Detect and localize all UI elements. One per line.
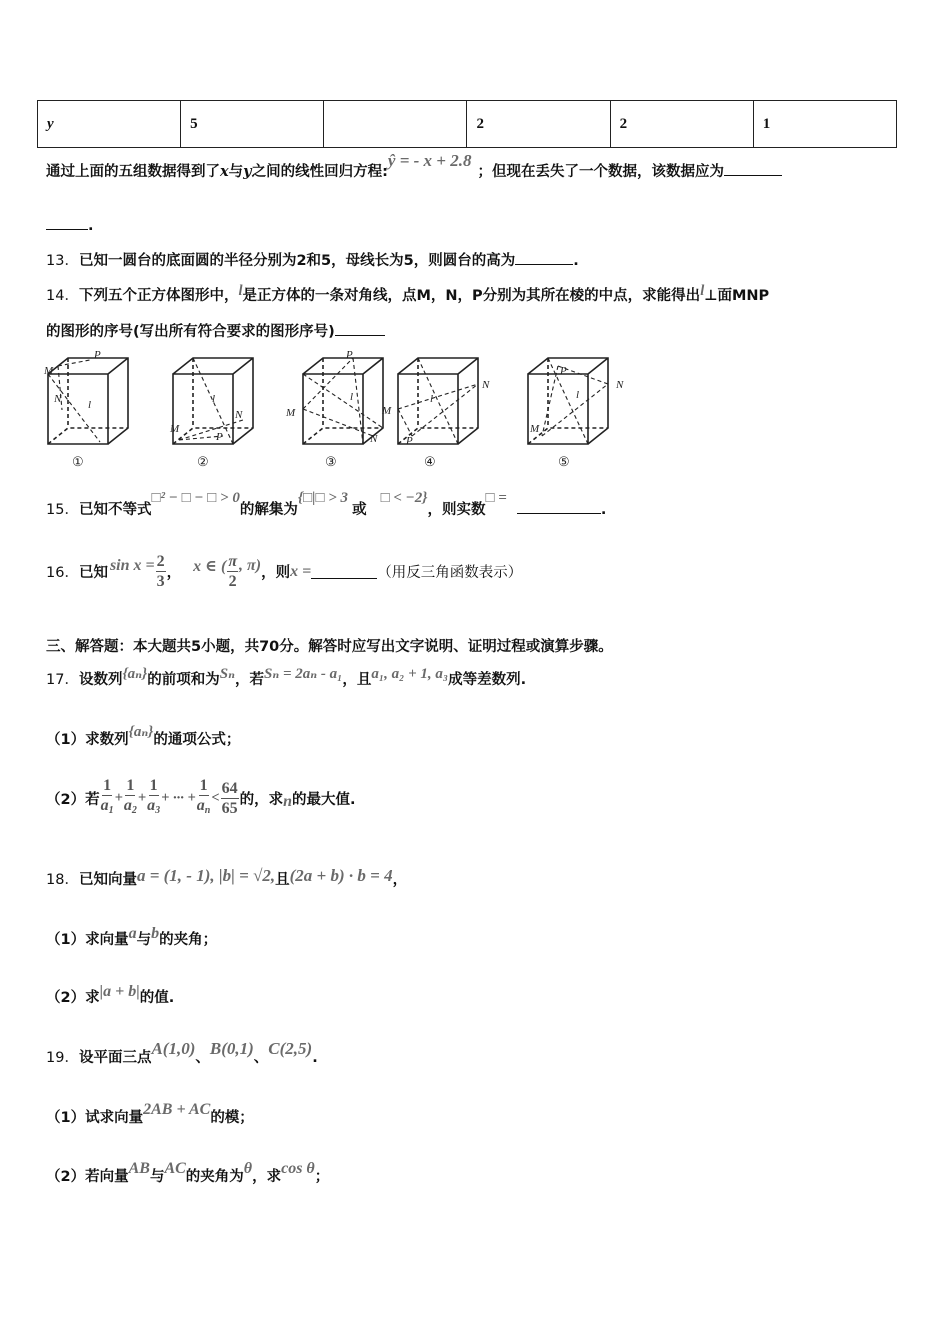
point-label-P: P [346, 349, 353, 361]
q18-part2 [46, 983, 175, 1007]
q18-comma: ， [392, 872, 408, 888]
question-number: 16． [46, 565, 79, 581]
q18-text1: 已知向量 [78, 872, 137, 888]
table-cell [324, 101, 467, 148]
answer-blank [335, 321, 385, 336]
q17-p2-end: 的最大值. [292, 791, 356, 808]
q19-sep: 、 [195, 1050, 210, 1066]
q18 [46, 868, 407, 889]
q12-text: 通过上面的五组数据得到了 [46, 164, 220, 180]
q16-pi-num: π [228, 553, 238, 570]
q18-given: a = (1, - 1), |b| = √2, [136, 866, 276, 885]
q14-text3: ⊥面MNP [704, 288, 770, 304]
q16-text3: （用反三角函数表示） [377, 565, 523, 581]
q16-domain-post: , π) [239, 556, 262, 574]
q19-cos: cos θ [281, 1160, 315, 1177]
point-label-N: N [482, 379, 490, 391]
point-label-M: M [170, 423, 180, 435]
q19-p2-mid2: ，求 [252, 1169, 282, 1185]
q19-C: C(2,5) [268, 1039, 313, 1058]
point-label-N: N [235, 409, 243, 421]
question-number: 15． [46, 502, 79, 518]
q17-term-n: $\frac{1}{a_n}$ [196, 777, 211, 816]
q15-text2: 的解集为 [239, 502, 298, 518]
section-title-text: 三、解答题：本大题共5小题，共70分。解答时应写出文字说明、证明过程或演算步骤。 [46, 639, 613, 655]
q19-theta: θ [243, 1160, 253, 1177]
point-label-M: M [530, 423, 540, 435]
part-label: （2） [46, 990, 86, 1006]
q17-p1-end: 的通项公式； [153, 732, 241, 748]
line-label-l: l [350, 391, 354, 403]
q19-vec: 2AB + AC [143, 1101, 211, 1118]
q18-p1-text: 求向量 [85, 932, 129, 948]
q17-text1: 设数列 [78, 672, 123, 688]
line-label-l: l [212, 393, 216, 405]
q17-term-2: $\frac{1}{a_2}$ [123, 777, 137, 816]
question-number: 18． [46, 872, 79, 888]
q16 [46, 552, 522, 591]
point-label-N: N [54, 393, 62, 405]
q16-domain-pre: x ∈ ( [193, 557, 227, 575]
line-label-l: l [430, 393, 434, 405]
q19-p1-text: 试求向量 [85, 1110, 144, 1126]
q17-p2-text: 若 [85, 791, 100, 808]
answer-blank [724, 161, 782, 176]
figure-label-1: ① [72, 454, 84, 469]
q19-p1-end: 的模； [210, 1110, 254, 1126]
line-label-l: l [88, 399, 92, 411]
q14 [46, 284, 769, 305]
q19-AC: AC [164, 1160, 186, 1177]
point-label-M: M [382, 405, 392, 417]
q17-seq: a₁, a₂ + 1, a₃ [371, 666, 449, 682]
q14-l: l [238, 283, 243, 299]
q16-sin: sin x = [109, 556, 155, 574]
cube-figure-3 [303, 358, 383, 444]
figure-label-4: ④ [424, 454, 436, 469]
q19-B: B(0,1) [209, 1039, 254, 1058]
q12-line2 [46, 215, 94, 234]
q16-text1: 已知 [78, 565, 108, 581]
line-label-l: l [576, 389, 580, 401]
q15-set: {□|□ > 3 [297, 490, 349, 506]
q19-AB: AB [128, 1160, 150, 1177]
table-cell: y [38, 101, 181, 148]
question-number: 13． [46, 253, 79, 269]
q16-fraction [156, 552, 166, 591]
point-label-M: M [44, 365, 54, 377]
q17-rhs-num: 64 [221, 779, 238, 797]
answer-blank [517, 499, 601, 514]
q19-p2-text: 若向量 [85, 1169, 129, 1185]
regression-equation: ŷ = - x + 2.8 [387, 151, 472, 170]
q19-p2-mid: 的夹角为 [185, 1169, 244, 1185]
answer-blank [46, 215, 88, 230]
point-label-P: P [216, 431, 223, 443]
q13-end: . [573, 253, 579, 269]
answer-blank [515, 250, 573, 265]
q17-text5: 成等差数列. [448, 672, 527, 688]
point-label-P: P [94, 349, 101, 361]
q15 [46, 490, 607, 519]
q17-rhs-den: 65 [221, 799, 238, 817]
q18-with: 与 [136, 932, 152, 948]
q15-end: . [600, 502, 607, 518]
question-number: 17． [46, 672, 79, 688]
q12-mid: 与 [228, 164, 244, 180]
part-label: （1） [46, 732, 86, 748]
q17-p1-text: 求数列 [85, 732, 129, 748]
q14-text2: 是正方体的一条对角线，点M，N，P分别为其所在棱的中点，求能得出 [242, 288, 701, 304]
q18-cond: (2a + b) · b = 4 [289, 866, 393, 885]
q12-text-after: 之间的线性回归方程: [251, 164, 388, 180]
q16-frac-den: 3 [156, 573, 165, 590]
table-cell: 1 [753, 101, 896, 148]
q19-end: . [312, 1050, 318, 1066]
q18-p2-end: 的值. [139, 990, 175, 1006]
q14-text1: 下列五个正方体图形中， [78, 288, 239, 304]
q18-abs: |a + b| [99, 983, 140, 1000]
q19-sep: 、 [253, 1050, 269, 1066]
point-label-M: M [286, 407, 296, 419]
q19-A: A(1,0) [151, 1039, 196, 1058]
part-label: （2） [46, 1169, 86, 1185]
q18-p1-end: 的夹角； [159, 932, 218, 948]
q18-a: a [128, 925, 137, 942]
q17-part2: （2） 若 $\frac{1}{a_1}$ + $\frac{1}{a_2}$ + $\frac{1}{a_3}$ + ··· + $\frac{1}{a_n}$ < $\frac{64}{65}$ 的，求 n 的最大值. [46, 776, 356, 820]
q15-set2: □ < −2} [380, 490, 428, 506]
q17-p2-mid: 的，求 [239, 791, 284, 808]
data-table [37, 100, 897, 148]
q18-part1 [46, 925, 218, 949]
table-cell: 2 [467, 101, 610, 148]
q14-l: l [700, 283, 705, 299]
cube-figures [40, 344, 640, 472]
point-label-N: N [616, 379, 624, 391]
q19-p2-end: ； [314, 1169, 330, 1185]
q19-part2 [46, 1160, 330, 1186]
q12-tail: ；但现在丢失了一个数据，该数据应为 [477, 164, 724, 180]
question-number: 19． [46, 1050, 79, 1066]
q13 [46, 249, 579, 270]
q14-line2 [46, 320, 385, 341]
point-label-P: P [406, 435, 413, 447]
table-cell: 5 [181, 101, 324, 148]
q17 [46, 668, 526, 689]
part-label: （2） [46, 791, 86, 808]
q14-line2-text: 的图形的序号(写出所有符合要求的图形序号) [46, 324, 335, 340]
q17-p1-an: {aₙ} [128, 724, 154, 740]
figure-label-3: ③ [325, 454, 337, 469]
table-row [38, 101, 897, 148]
q12-end: . [88, 218, 94, 234]
q15-var: □ = [485, 490, 507, 506]
q19 [46, 1039, 318, 1067]
q16-comma: ， [166, 565, 182, 581]
section-title [46, 635, 613, 656]
point-label-N: N [370, 433, 378, 445]
q17-text2: 的前项和为 [147, 672, 220, 688]
q12-x: x [220, 163, 229, 180]
figure-label-2: ② [197, 454, 209, 469]
q17-eq: Sₙ = 2aₙ - a₁ [264, 666, 343, 682]
q19-with: 与 [149, 1169, 165, 1185]
q17-part1 [46, 724, 241, 749]
point-label-P: P [560, 365, 567, 377]
q15-or: 或 [352, 502, 367, 518]
table-cell: 2 [610, 101, 753, 148]
question-number: 14． [46, 288, 79, 304]
q16-text2: ，则 [261, 565, 291, 581]
q19-text1: 设平面三点 [78, 1050, 152, 1066]
cube-figure-5 [528, 358, 608, 444]
q16-pi-den: 2 [228, 573, 237, 590]
q17-n: n [283, 793, 293, 810]
q12-y: y [243, 163, 252, 180]
q16-x-eq: x = [290, 562, 312, 580]
q17-text4: ，且 [342, 672, 372, 688]
q17-an: {aₙ} [122, 666, 148, 682]
q18-and: 且 [275, 872, 290, 888]
q17-text3: ，若 [235, 672, 264, 688]
q18-p2-text: 求 [85, 990, 100, 1006]
part-label: （1） [46, 1110, 86, 1126]
q15-text3: ，则实数 [427, 502, 486, 518]
q16-frac-num: 2 [156, 553, 165, 570]
q17-Sn: Sₙ [219, 666, 235, 682]
q13-text: 已知一圆台的底面圆的半径分别为2和5，母线长为5，则圆台的高为 [78, 253, 516, 269]
figure-label-5: ⑤ [558, 454, 570, 469]
q17-rhs [221, 779, 239, 818]
q19-part1 [46, 1101, 254, 1127]
q15-inequality: □² − □ − □ > 0 [151, 490, 240, 506]
cube-figure-4 [398, 358, 478, 444]
q17-term-3: $\frac{1}{a_3}$ [147, 777, 161, 816]
q16-pi-fraction [227, 552, 238, 591]
q12-line [46, 151, 782, 181]
part-label: （1） [46, 932, 86, 948]
answer-blank [311, 564, 377, 579]
q15-text1: 已知不等式 [78, 502, 152, 518]
q18-b: b [151, 925, 160, 942]
q17-term-1: $\frac{1}{a_1}$ [100, 777, 114, 816]
